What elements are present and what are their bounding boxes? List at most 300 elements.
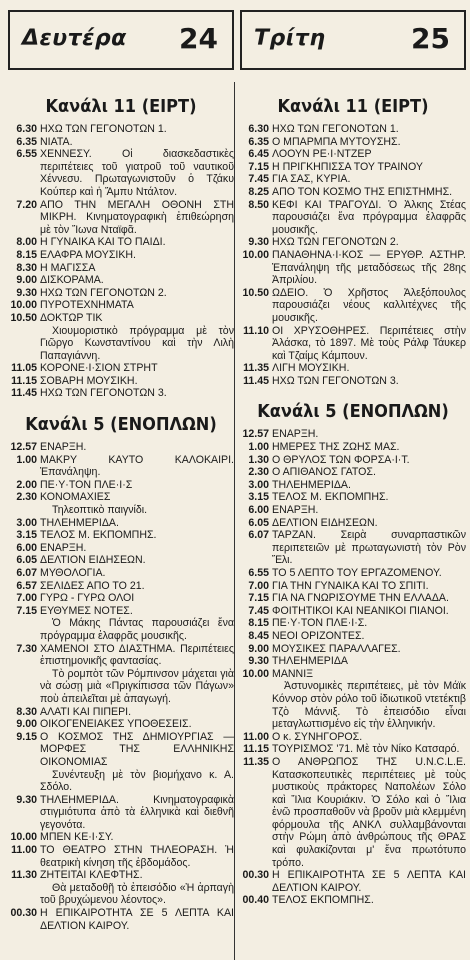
program-text bbox=[272, 567, 466, 580]
program-entry bbox=[240, 567, 466, 580]
program-time: 8.00 bbox=[16, 236, 37, 249]
program-time: 11.15 bbox=[11, 374, 37, 387]
program-entry bbox=[240, 186, 466, 199]
program-title: ΔΕΛΤΙΟΝ ΕΙΔΗΣΕΩΝ. bbox=[40, 554, 146, 567]
channel-title: Κανάλι 5 (ΕΝΟΠΛΩΝ) bbox=[25, 414, 217, 436]
program-title: ΤΕΛΟΣ Μ. ΕΚΠΟΜΠΗΣ. bbox=[40, 529, 157, 542]
program-text bbox=[272, 517, 466, 530]
program-title: ΣΕΛΙΔΕΣ ΑΠΟ ΤΟ 21. bbox=[40, 579, 145, 592]
monday-column bbox=[8, 0, 234, 960]
program-entry bbox=[240, 123, 466, 136]
program-time: 8.45 bbox=[248, 629, 269, 642]
program-time: 9.30 bbox=[16, 286, 37, 299]
program-text bbox=[272, 617, 466, 630]
program-text bbox=[40, 236, 234, 249]
program-time: 8.15 bbox=[16, 248, 37, 261]
program-text bbox=[272, 325, 466, 363]
program-text bbox=[40, 312, 234, 362]
program-entry bbox=[8, 262, 234, 275]
day-name: Δευτέρα bbox=[22, 26, 127, 51]
program-time: 1.00 bbox=[16, 453, 37, 466]
program-title: ΣΟΒΑΡΗ ΜΟΥΣΙΚΗ. bbox=[40, 374, 138, 387]
program-entry bbox=[8, 731, 234, 794]
program-title: ΔΕΛΤΙΟΝ ΕΙΔΗΣΕΩΝ. bbox=[272, 516, 378, 529]
program-title: ΕΥΘΥΜΕΣ ΝΟΤΕΣ. bbox=[40, 604, 133, 617]
program-time: 7.15 bbox=[248, 592, 269, 605]
program-time: 6.07 bbox=[248, 529, 269, 542]
program-time: 9.30 bbox=[248, 655, 269, 668]
program-entry bbox=[240, 466, 466, 479]
program-time: 7.00 bbox=[248, 579, 269, 592]
program-time: 9.00 bbox=[16, 274, 37, 287]
program-title: ΚΟΝΟΜΑΧΙΕΣ bbox=[40, 491, 111, 504]
program-time: 7.45 bbox=[248, 173, 269, 186]
program-time: 00.30 bbox=[242, 869, 269, 882]
program-title: ΓΙΑ ΝΑ ΓΝΩΡΙΣΟΥΜΕ ΤΗΝ ΕΛΛΑΔΑ. bbox=[272, 592, 449, 605]
program-title: ΤΟΥΡΙΣΜΟΣ '71. Μὲ τὸν Νίκο Κατσαρό. bbox=[272, 743, 460, 756]
program-text bbox=[40, 592, 234, 605]
program-text bbox=[40, 441, 234, 454]
program-text bbox=[272, 479, 466, 492]
program-entry bbox=[240, 517, 466, 530]
program-time: 00.30 bbox=[10, 907, 37, 920]
program-entry bbox=[240, 756, 466, 869]
program-entry bbox=[240, 529, 466, 567]
program-title: ΦΟΙΤΗΤΙΚΟΙ ΚΑΙ ΝΕΑΝΙΚΟΙ ΠΙΑΝΟΙ. bbox=[272, 604, 449, 617]
program-entry bbox=[240, 655, 466, 668]
program-time: 7.00 bbox=[16, 592, 37, 605]
program-title: Ο ΜΠΑΡΜΠΑ ΜΥΤΟΥΣΗΣ. bbox=[272, 135, 401, 148]
program-title: ΛΙΓΗ ΜΟΥΣΙΚΗ. bbox=[272, 362, 350, 375]
program-entry bbox=[240, 605, 466, 618]
program-list bbox=[8, 441, 234, 932]
program-entry bbox=[8, 236, 234, 249]
program-text bbox=[40, 287, 234, 300]
program-entry bbox=[240, 592, 466, 605]
program-time: 11.05 bbox=[11, 362, 37, 375]
program-title: ΧΕΝΝΕΣΥ. Οἱ διασκεδαστικὲς περιπέτειες τοῦ γιατροῦ τοῦ ναυτικοῦ Χέννεσυ. Πρωταγωνιστοῦν ὁ Τζάκυ Κούπερ καὶ ἡ Ἄμπυ Ντάλτον. bbox=[40, 148, 234, 198]
day-header bbox=[240, 10, 466, 70]
program-description: Τὸ ρομπὸτ τῶν Ρόμπινσον μάχεται γιὰ νὰ σώσῃ μιὰ «Πριγκίπισσα τῶν Πάγων» ποὺ ἀπειλεῖται μὲ ἀπαγωγή. bbox=[40, 667, 234, 705]
program-title: ΜΑΚΡΥ ΚΑΥΤΟ ΚΑΛΟΚΑΙΡΙ. Ἐπανάληψη. bbox=[40, 453, 234, 479]
program-title: ΑΠΟ ΤΟΝ ΚΟΣΜΟ ΤΗΣ ΕΠΙΣΤΗΜΗΣ. bbox=[272, 185, 453, 198]
program-entry bbox=[240, 236, 466, 249]
program-time: 1.30 bbox=[248, 453, 269, 466]
program-title: Ο ΘΡΥΛΟΣ ΤΩΝ ΦΟΡΣΑ·Ι·Τ. bbox=[272, 453, 410, 466]
program-entry bbox=[8, 831, 234, 844]
day-header bbox=[8, 10, 234, 70]
program-entry bbox=[8, 479, 234, 492]
program-time: 9.30 bbox=[16, 793, 37, 806]
program-entry bbox=[8, 706, 234, 719]
program-text bbox=[40, 517, 234, 530]
program-entry bbox=[240, 869, 466, 894]
program-time: 3.00 bbox=[248, 478, 269, 491]
program-text bbox=[40, 123, 234, 136]
program-text bbox=[272, 441, 466, 454]
program-title: Ο κ. ΣΥΝΗΓΟΡΟΣ. bbox=[272, 730, 363, 743]
program-time: 12.57 bbox=[10, 441, 37, 454]
program-description: Συνέντευξη μὲ τὸν βιομήχανο κ. Α. Σδόλο. bbox=[40, 768, 234, 794]
program-entry bbox=[8, 907, 234, 932]
program-text bbox=[272, 362, 466, 375]
program-title: ΜΠΕΝ ΚΕ·Ι·ΣΥ. bbox=[40, 831, 114, 844]
program-text bbox=[40, 136, 234, 149]
column-divider bbox=[234, 82, 235, 960]
program-entry bbox=[240, 617, 466, 630]
program-title: ΚΟΡΟΝΕ·Ι·ΣΙΟΝ ΣΤΡΗΤ bbox=[40, 362, 158, 375]
program-entry bbox=[8, 554, 234, 567]
program-list bbox=[240, 123, 466, 387]
program-title: ΤΑΡΖΑΝ. Σειρὰ συναρπαστικῶν περιπετειῶν μὲ πρωταγωνιστὴ τὸν Ρὸν Ἔλι. bbox=[272, 529, 466, 567]
program-title: ΕΝΑΡΞΗ. bbox=[40, 541, 87, 554]
program-time: 7.20 bbox=[16, 198, 37, 211]
program-title: ΤΕΛΟΣ ΕΚΠΟΜΠΗΣ. bbox=[272, 894, 374, 907]
program-title: ΗΧΩ ΤΩΝ ΓΕΓΟΝΟΤΩΝ 2. bbox=[272, 236, 399, 249]
program-text bbox=[272, 161, 466, 174]
program-title: ΕΝΑΡΞΗ. bbox=[272, 428, 319, 441]
program-text bbox=[40, 454, 234, 479]
program-title: ΗΧΩ ΤΩΝ ΓΕΓΟΝΟΤΩΝ 1. bbox=[272, 123, 399, 135]
program-text bbox=[272, 580, 466, 593]
program-text bbox=[40, 731, 234, 794]
program-title: ΠΥΡΟΤΕΧΝΗΜΑΤΑ bbox=[40, 299, 134, 312]
program-entry bbox=[8, 605, 234, 643]
program-title: ΤΗΛΕΗΜΕΡΙΔΑ bbox=[272, 655, 348, 668]
program-title: ΜΥΘΟΛΟΓΙΑ. bbox=[40, 567, 106, 579]
program-entry bbox=[8, 580, 234, 593]
program-entry bbox=[240, 161, 466, 174]
program-entry bbox=[240, 894, 466, 907]
program-text bbox=[272, 731, 466, 744]
program-text bbox=[40, 262, 234, 275]
program-description: Θὰ μεταδοθῇ τὸ ἐπεισόδιο «Ἡ ἁρπαγὴ τοῦ βρυχώμενου λέοντος». bbox=[40, 881, 234, 907]
program-title: ΤΗΛΕΗΜΕΡΙΔΑ. Κινηματογραφικὰ στιγμιότυπα ἀπὸ τὰ ἑλληνικὰ καὶ διεθνῆ γεγονότα. bbox=[40, 793, 234, 831]
program-entry bbox=[240, 199, 466, 237]
program-entry bbox=[240, 643, 466, 656]
program-entry bbox=[8, 529, 234, 542]
program-title: Ο ΑΠΙΘΑΝΟΣ ΓΑΤΟΣ. bbox=[272, 466, 376, 479]
program-description: Χιουμοριστικὸ πρόγραμμα μὲ τὸν Γιῶργο Κωνσταντίνου καὶ τὴν Λιλὴ Παπαγιάννη. bbox=[40, 324, 234, 362]
program-time: 11.45 bbox=[11, 387, 37, 400]
program-text bbox=[272, 428, 466, 441]
program-text bbox=[40, 529, 234, 542]
program-title: ΤΗΛΕΗΜΕΡΙΔΑ. bbox=[40, 516, 119, 529]
program-title: ΠΕ·Υ·ΤΟΝ ΠΛΕ·Ι·Σ. bbox=[272, 617, 368, 630]
program-title: ΑΠΟ ΤΗΝ ΜΕΓΑΛΗ ΟΘΟΝΗ ΣΤΗ ΜΙΚΡΗ. Κινηματογραφικὴ ἐπιθεώρηση μὲ τὸν Ἴωνα Νταϊφᾶ. bbox=[40, 198, 234, 236]
program-entry bbox=[240, 504, 466, 517]
program-text bbox=[272, 668, 466, 731]
program-title: Η ΓΥΝΑΙΚΑ ΚΑΙ ΤΟ ΠΑΙΔΙ. bbox=[40, 236, 166, 249]
program-entry bbox=[8, 592, 234, 605]
program-entry bbox=[8, 869, 234, 907]
program-title: ΧΑΜΕΝΟΙ ΣΤΟ ΔΙΑΣΤΗΜΑ. Περιπέτειες ἐπιστημονικῆς φαντασίας. bbox=[40, 642, 234, 668]
program-time: 8.30 bbox=[16, 261, 37, 274]
program-text bbox=[272, 186, 466, 199]
program-title: ΔΙΣΚΟΡΑΜΑ. bbox=[40, 274, 104, 287]
program-text bbox=[40, 491, 234, 516]
program-title: ΗΧΩ ΤΩΝ ΓΕΓΟΝΟΤΩΝ 2. bbox=[40, 286, 167, 299]
program-title: ΤΟ ΘΕΑΤΡΟ ΣΤΗΝ ΤΗΛΕΟΡΑΣΗ. Ἡ θεατρικὴ κίνηση τῆς ἑβδομάδος. bbox=[40, 844, 234, 869]
program-time: 6.45 bbox=[248, 148, 269, 161]
program-title: Η ΠΡΙΓΚΗΠΙΣΣΑ ΤΟΥ ΤΡΑΙΝΟΥ bbox=[272, 160, 423, 173]
day-number: 24 bbox=[179, 22, 218, 55]
program-time: 6.00 bbox=[248, 504, 269, 517]
program-description: Ἀστυνομικὲς περιπέτειες, μὲ τὸν Μάϊκ Κόννορ στὸν ρόλο τοῦ ἰδιωτικοῦ ντετέκτιβ Τζὸ Μάννιξ. Τὸ ἐπεισόδιο εἶναι μεταγλωττισμένο εἰς τὴν ἑλληνικήν. bbox=[272, 680, 466, 731]
program-entry bbox=[240, 148, 466, 161]
program-time: 10.00 bbox=[10, 831, 37, 844]
program-title: ΗΧΩ ΤΩΝ ΓΕΓΟΝΟΤΩΝ 3. bbox=[272, 374, 399, 387]
program-time: 12.57 bbox=[242, 428, 269, 441]
program-title: ΗΧΩ ΤΩΝ ΓΕΓΟΝΟΤΩΝ 3. bbox=[40, 387, 167, 400]
program-text bbox=[40, 148, 234, 198]
program-title: Ο ΑΝΘΡΩΠΟΣ ΤΗΣ U.N.C.L.E. Κατασκοπευτικὲς περιπέτειες μὲ τοὺς μυστικοὺς πράκτορες Ναπολέων Σόλο καὶ Ἴλια Κουριάκιν. Ὁ Σόλο καὶ ὁ Ἴλια ἐνῶ προσπαθοῦν νὰ βροῦν μιὰ κλεμμένη φόρμουλα τῆς ΑΝΚΛ συλλαμβάνονται στὴν Ρώμη ἀπὸ ἀνθρώπους τῆς ΘΡΑΣ καὶ φυλακίζονται μ' ἕνα πρωτότυπο τρόπο. bbox=[272, 755, 466, 869]
program-text bbox=[272, 249, 466, 287]
program-title: Ο ΚΟΣΜΟΣ ΤΗΣ ΔΗΜΙΟΥΡΓΙΑΣ —ΜΟΡΦΕΣ ΤΗΣ ΕΛΛΗΝΙΚΗΣ ΟΙΚΟΝΟΜΙΑΣ bbox=[40, 730, 234, 768]
program-entry bbox=[8, 643, 234, 706]
program-text bbox=[272, 643, 466, 656]
program-time: 6.57 bbox=[16, 579, 37, 592]
program-text bbox=[272, 743, 466, 756]
program-text bbox=[272, 630, 466, 643]
program-text bbox=[272, 466, 466, 479]
program-entry bbox=[8, 441, 234, 454]
program-title: ΠΕ·Υ·ΤΟΝ ΠΛΕ·Ι·Σ bbox=[40, 478, 133, 491]
program-entry bbox=[8, 299, 234, 312]
program-time: 11.00 bbox=[11, 844, 37, 857]
program-text bbox=[272, 869, 466, 894]
day-name: Τρίτη bbox=[254, 26, 326, 51]
program-title: ΜΟΥΣΙΚΕΣ ΠΑΡΑΛΛΑΓΕΣ. bbox=[272, 642, 401, 655]
program-time: 6.30 bbox=[248, 123, 269, 135]
program-time: 6.05 bbox=[248, 516, 269, 529]
program-time: 6.00 bbox=[16, 541, 37, 554]
program-title: ΤΟ 5 ΛΕΠΤΟ ΤΟΥ ΕΡΓΑΖΟΜΕΝΟΥ. bbox=[272, 567, 442, 579]
program-text bbox=[272, 605, 466, 618]
channel-title: Κανάλι 11 (ΕΙΡΤ) bbox=[45, 96, 197, 117]
program-title: ΗΜΕΡΕΣ ΤΗΣ ΖΩΗΣ ΜΑΣ. bbox=[272, 441, 400, 454]
program-time: 3.15 bbox=[248, 491, 269, 504]
program-title: ΕΛΑΦΡΑ ΜΟΥΣΙΚΗ. bbox=[40, 248, 136, 261]
program-text bbox=[40, 375, 234, 388]
program-text bbox=[272, 894, 466, 907]
program-title: Η ΜΑΓΙΣΣΑ bbox=[40, 261, 96, 274]
program-time: 6.55 bbox=[248, 567, 269, 579]
program-title: ΜΑΝΝΙΞ bbox=[272, 667, 314, 680]
program-time: 1.00 bbox=[248, 441, 269, 454]
program-title: ΟΙΚΟΓΕΝΕΙΑΚΕΣ ΥΠΟΘΕΣΕΙΣ. bbox=[40, 718, 192, 731]
program-time: 7.30 bbox=[16, 642, 37, 655]
program-title: ΔΟΚΤΩΡ ΤΙΚ bbox=[40, 311, 103, 324]
program-title: ΩΔΕΙΟ. Ὁ Χρῆστος Ἀλεξόπουλος παρουσιάζει νέους καλλιτέχνες τῆς μουσικῆς. bbox=[272, 286, 466, 324]
program-entry bbox=[8, 567, 234, 580]
program-time: 9.00 bbox=[248, 642, 269, 655]
program-entry bbox=[240, 731, 466, 744]
program-description: Τηλεοπτικὸ παιγνίδι. bbox=[52, 504, 148, 517]
program-title: ΟΙ ΧΡΥΣΟΘΗΡΕΣ. Περιπέτειες στὴν Ἀλάσκα, τὸ 1897. Μὲ τοὺς Ράλφ Τάυκερ καὶ Τζαίμς Κάμπουν. bbox=[272, 324, 466, 362]
program-time: 11.30 bbox=[11, 869, 37, 882]
program-entry bbox=[8, 123, 234, 136]
program-time: 8.30 bbox=[16, 705, 37, 718]
program-text bbox=[40, 479, 234, 492]
program-text bbox=[272, 148, 466, 161]
program-text bbox=[272, 592, 466, 605]
program-entry bbox=[8, 718, 234, 731]
program-time: 6.07 bbox=[16, 567, 37, 579]
program-time: 6.30 bbox=[16, 123, 37, 135]
program-text bbox=[40, 844, 234, 869]
program-entry bbox=[240, 173, 466, 186]
program-title: ΓΙΑ ΤΗΝ ΓΥΝΑΙΚΑ ΚΑΙ ΤΟ ΣΠΙΤΙ. bbox=[272, 579, 429, 592]
program-time: 6.55 bbox=[16, 148, 37, 161]
program-text bbox=[272, 236, 466, 249]
program-text bbox=[272, 199, 466, 237]
program-entry bbox=[8, 249, 234, 262]
program-title: ΗΧΩ ΤΩΝ ΓΕΓΟΝΟΤΩΝ 1. bbox=[40, 123, 167, 135]
program-entry bbox=[8, 491, 234, 516]
program-entry bbox=[8, 274, 234, 287]
program-description: Ὁ Μάκης Πάντας παρουσιάζει ἕνα πρόγραμμα ἐλαφρᾶς μουσικῆς. bbox=[40, 617, 234, 642]
program-title: ΤΗΛΕΗΜΕΡΙΔΑ. bbox=[272, 478, 351, 491]
program-text bbox=[40, 554, 234, 567]
program-entry bbox=[240, 136, 466, 149]
program-title: ΓΙΑ ΣΑΣ, ΚΥΡΙΑ. bbox=[272, 173, 351, 186]
program-title: ΑΛΑΤΙ ΚΑΙ ΠΙΠΕΡΙ. bbox=[40, 705, 132, 718]
program-title: Η ΕΠΙΚΑΙΡΟΤΗΤΑ ΣΕ 5 ΛΕΠΤΑ ΚΑΙ ΔΕΛΤΙΟΝ ΚΑΙΡΟΥ. bbox=[40, 907, 234, 932]
program-text bbox=[40, 567, 234, 580]
program-title: ΝΕΟΙ ΟΡΙΖΟΝΤΕΣ. bbox=[272, 629, 365, 642]
program-title: ΤΕΛΟΣ Μ. ΕΚΠΟΜΠΗΣ. bbox=[272, 491, 389, 504]
program-time: 7.15 bbox=[248, 160, 269, 173]
program-entry bbox=[8, 312, 234, 362]
program-entry bbox=[240, 479, 466, 492]
program-entry bbox=[240, 375, 466, 388]
program-title: ΚΕΦΙ ΚΑΙ ΤΡΑΓΟΥΔΙ. Ὁ Ἀλκης Στέας παρουσιάζει ἕνα πρόγραμμα ἐλαφρᾶς μουσικῆς. bbox=[272, 198, 466, 236]
program-entry bbox=[8, 199, 234, 237]
program-entry bbox=[8, 136, 234, 149]
program-text bbox=[40, 542, 234, 555]
program-entry bbox=[240, 580, 466, 593]
program-time: 9.30 bbox=[248, 236, 269, 249]
day-number: 25 bbox=[411, 22, 450, 55]
channel-title: Κανάλι 5 (ΕΝΟΠΛΩΝ) bbox=[257, 401, 449, 423]
program-text bbox=[40, 199, 234, 237]
program-title: ΠΑΝΑΘΗΝΑ·Ι·ΚΟΣ — ΕΡΥΘΡ. ΑΣΤΗΡ. Ἐπανάληψη τῆς μεταδόσεως τῆς 28ης Ἀπριλίου. bbox=[272, 248, 466, 287]
program-entry bbox=[8, 148, 234, 198]
program-time: 7.15 bbox=[16, 604, 37, 617]
program-entry bbox=[240, 441, 466, 454]
program-entry bbox=[240, 630, 466, 643]
program-text bbox=[272, 756, 466, 869]
program-time: 3.15 bbox=[16, 529, 37, 542]
program-text bbox=[40, 362, 234, 375]
program-time: 10.50 bbox=[10, 311, 37, 324]
program-entry bbox=[8, 375, 234, 388]
program-text bbox=[272, 287, 466, 325]
program-time: 10.00 bbox=[242, 248, 269, 261]
program-entry bbox=[240, 287, 466, 325]
program-entry bbox=[240, 743, 466, 756]
program-title: ΕΝΑΡΞΗ. bbox=[272, 504, 319, 517]
program-time: 10.50 bbox=[242, 286, 269, 299]
program-entry bbox=[240, 668, 466, 731]
program-text bbox=[40, 907, 234, 932]
program-list bbox=[8, 123, 234, 400]
program-text bbox=[272, 136, 466, 149]
program-text bbox=[272, 491, 466, 504]
program-text bbox=[40, 706, 234, 719]
program-time: 9.15 bbox=[16, 730, 37, 743]
program-text bbox=[272, 173, 466, 186]
program-entry bbox=[240, 454, 466, 467]
program-time: 6.05 bbox=[16, 554, 37, 567]
program-text bbox=[272, 123, 466, 136]
program-text bbox=[40, 387, 234, 400]
program-title: ΖΗΤΕΙΤΑΙ ΚΛΕΦΤΗΣ. bbox=[40, 869, 143, 882]
program-title: ΝΙΑΤΑ. bbox=[40, 135, 73, 148]
program-time: 9.00 bbox=[16, 718, 37, 731]
program-time: 7.45 bbox=[248, 604, 269, 617]
program-entry bbox=[240, 325, 466, 363]
program-text bbox=[272, 655, 466, 668]
program-entry bbox=[240, 428, 466, 441]
program-text bbox=[40, 831, 234, 844]
program-time: 3.00 bbox=[16, 516, 37, 529]
program-entry bbox=[8, 794, 234, 832]
program-entry bbox=[8, 542, 234, 555]
program-time: 11.45 bbox=[243, 374, 269, 387]
program-entry bbox=[240, 362, 466, 375]
program-entry bbox=[8, 844, 234, 869]
program-entry bbox=[8, 387, 234, 400]
program-text bbox=[40, 643, 234, 706]
channel-title: Κανάλι 11 (ΕΙΡΤ) bbox=[277, 96, 429, 117]
program-title: ΓΥΡΩ - ΓΥΡΩ ΟΛΟΙ bbox=[40, 592, 135, 605]
program-text bbox=[40, 718, 234, 731]
program-time: 11.35 bbox=[243, 755, 269, 768]
program-time: 10.00 bbox=[242, 667, 269, 680]
program-time: 6.35 bbox=[16, 135, 37, 148]
program-title: ΕΝΑΡΞΗ. bbox=[40, 441, 87, 454]
program-entry bbox=[8, 517, 234, 530]
program-text bbox=[40, 274, 234, 287]
program-text bbox=[272, 375, 466, 388]
program-time: 11.35 bbox=[243, 362, 269, 375]
program-entry bbox=[8, 454, 234, 479]
program-entry bbox=[8, 362, 234, 375]
program-text bbox=[40, 605, 234, 643]
program-time: 8.25 bbox=[248, 185, 269, 198]
program-time: 11.10 bbox=[243, 324, 269, 337]
program-text bbox=[40, 249, 234, 262]
program-text bbox=[40, 869, 234, 907]
program-time: 8.50 bbox=[248, 198, 269, 211]
program-text bbox=[272, 504, 466, 517]
program-entry bbox=[8, 287, 234, 300]
program-text bbox=[40, 299, 234, 312]
program-list bbox=[240, 428, 466, 907]
program-time: 11.00 bbox=[243, 730, 269, 743]
program-text bbox=[272, 529, 466, 567]
program-time: 8.15 bbox=[248, 617, 269, 630]
program-time: 6.35 bbox=[248, 135, 269, 148]
program-text bbox=[272, 454, 466, 467]
program-text bbox=[40, 794, 234, 832]
program-time: 10.00 bbox=[10, 299, 37, 312]
program-time: 2.30 bbox=[16, 491, 37, 504]
program-entry bbox=[240, 249, 466, 287]
program-time: 11.15 bbox=[243, 743, 269, 756]
